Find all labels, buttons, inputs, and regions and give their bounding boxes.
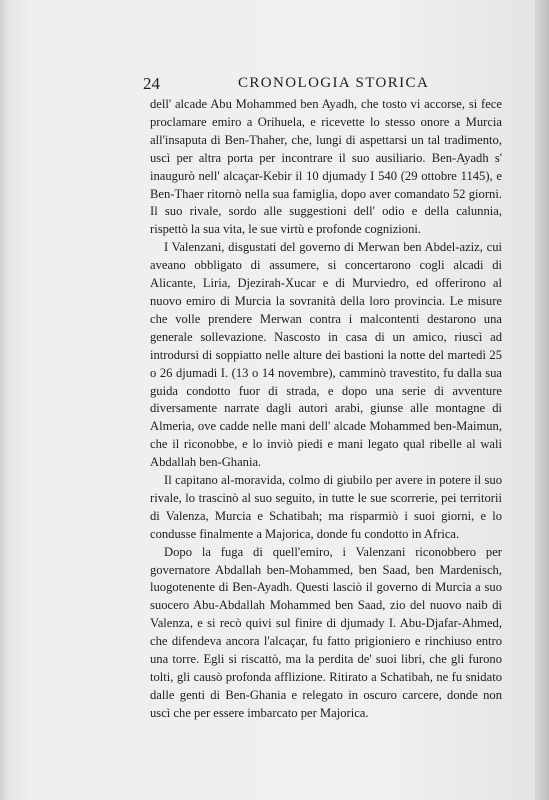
paragraph: Dopo la fuga di quell'emiro, i Valenzani riconobbero per governatore Abdallah ben-Mohammed, ben Saad, ben Mardenisch, luogotenente di Ben-Ayadh. Questi lasciò il governo di Murcia a suo suocero Abu-Abdallah Mohammed ben Saad, zio del nuovo naib di Valenza, e si recò quivi sul finire di djumady I. Abu-Djafar-Ahmed, che difendeva ancora l'alcaçar, fu fatto prigioniero e rinchiuso entro una torre. Egli si riscattò, ma la perdita de' suoi libri, che gli furono tolti, gli causò profonda afflizione. Ritirato a Schatibah, ne fu snidato dalle genti di Ben-Ghania e relegato in oscuro carcere, donde non uscì che per essere imbarcato per Majorica. <box>150 544 502 720</box>
body-text <box>150 96 502 723</box>
running-title: CRONOLOGIA STORICA <box>238 75 430 91</box>
page-edge <box>535 0 549 800</box>
paragraph: Il capitano al-moravida, colmo di giubilo per avere in potere il suo rivale, lo trascinò al suo seguito, in tutte le sue scorrerie, pei territorii di Valenza, Murcia e Schatibah; ma risparmiò i suoi giorni, e lo condusse finalmente a Majorica, donde fu condotto in Africa. <box>150 473 502 541</box>
page-number: 24 <box>143 74 160 93</box>
paragraph: I Valenzani, disgustati del governo di Merwan ben Abdel-aziz, cui aveano obbligato di assumere, si concertarono cogli alcadi di Alicante, Liria, Djezirah-Xucar e di Murviedro, ed offerirono al nuovo emiro di Murcia la sovranità della loro provincia. Le misure che volle prendere Merwan contra i malcontenti destarono una generale sollevazione. Nascosto in casa di un amico, riuscì ad introdursi di soppiatto nelle alture dei bastioni la notte del martedì 25 o 26 djumadi I. (13 o 14 novembre), camminò travestito, fu dalla sua guida condotto fuor di strada, e dopo una serie di avventure diversamente narrate dagli autori arabi, giunse alle montagne di Almeria, ove cadde nelle mani dell' alcade Mohammed ben-Maimun, che il riconobbe, e lo inviò piedi e mani legato qual ribelle al wali Abdallah ben-Ghania. <box>150 240 502 470</box>
page-header <box>143 74 501 96</box>
paragraph: dell' alcade Abu Mohammed ben Ayadh, che tosto vi accorse, si fece proclamare emiro a Orihuela, e ricevette lo stesso onore a Murcia all'insaputa di Ben-Thaher, che, lungi di aspettarsi un tal tradimento, uscì per altra porta per incontrare il suo ausiliario. Ben-Ayadh s' inaugurò nell' alcaçar-Kebir il 10 djumady I 540 (29 ottobre 1145), e Ben-Thaer ritornò nella sua famiglia, dopo aver comandato 52 giorni. Il suo rivale, sordo alle suggestioni dell' odio e della calunnia, rispettò la sua vita, le sue virtù e profonde cognizioni. <box>150 97 502 237</box>
